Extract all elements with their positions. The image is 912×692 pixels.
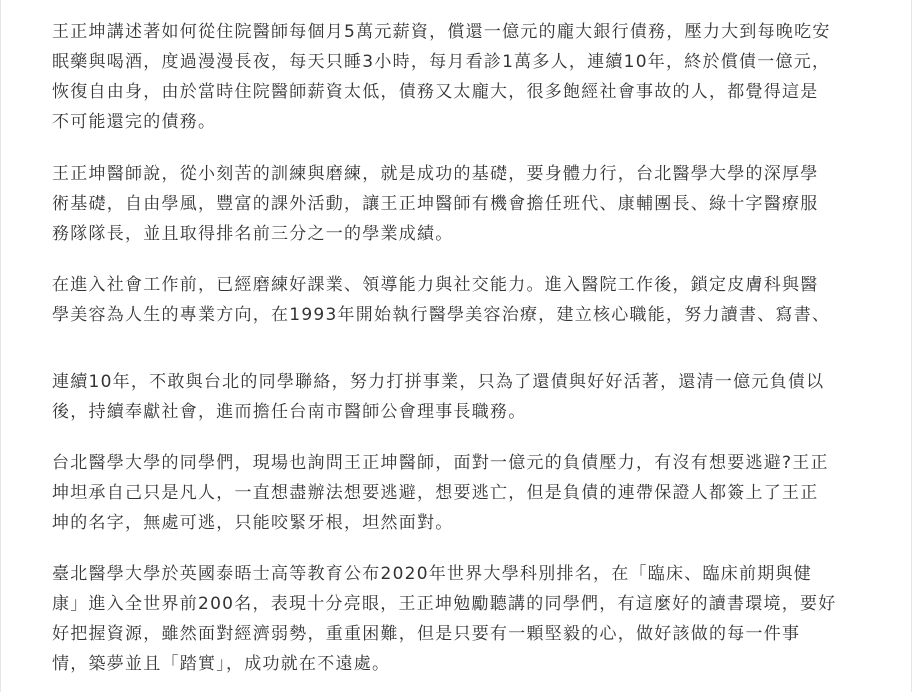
- paragraph-career-direction: [52, 270, 872, 330]
- text-line: 王正坤醫師說，從小刻苦的訓練與磨練，就是成功的基礎，要身體力行，台北醫學大學的深厚學: [52, 164, 819, 184]
- paragraph-ten-years: [52, 367, 872, 427]
- text-line: 好把握資源，雖然面對經濟弱勢，重重困難，但是只要有一顆堅毅的心，做好該做的每一件事: [52, 624, 801, 644]
- text-line: 情，築夢並且「踏實」，成功就在不遠處。: [52, 654, 391, 674]
- text-line: 務隊隊長，並且取得排名前三分之一的學業成績。: [52, 224, 454, 244]
- text-line: 坤坦承自己只是凡人，一直想盡辦法想要逃避，想要逃亡，但是負債的連帶保證人都簽上了王正: [52, 483, 819, 503]
- text-line: 坤的名字，無處可逃，只能咬緊牙根，坦然面對。: [52, 513, 454, 533]
- paragraph-university-ranking: [52, 559, 872, 679]
- text-line: 恢復自由身，由於當時住院醫師薪資太低，債務又太龐大，很多飽經社會事故的人，都覺得這是: [52, 82, 819, 102]
- paragraph-student-question: [52, 448, 872, 538]
- paragraph-debt-story: [52, 17, 872, 137]
- text-line: 台北醫學大學的同學們，現場也詢問王正坤醫師，面對一億元的負債壓力，有沒有想要逃避?王正: [52, 453, 829, 473]
- text-line: 術基礎，自由學風，豐富的課外活動，讓王正坤醫師有機會擔任班代、康輔團長、綠十字醫療服: [52, 194, 819, 214]
- text-line: 眠藥與喝酒，度過漫漫長夜，每天只睡3小時，每月看診1萬多人，連續10年，終於償債一億元，: [52, 52, 831, 72]
- text-line: 後，持續奉獻社會，進而擔任台南市醫師公會理事長職務。: [52, 402, 527, 422]
- text-line: 臺北醫學大學於英國泰晤士高等教育公布2020年世界大學科別排名，在「臨床、臨床前期與健: [52, 564, 813, 584]
- text-line: 在進入社會工作前，已經磨練好課業、領導能力與社交能力。進入醫院工作後，鎖定皮膚科與醫: [52, 275, 819, 295]
- text-line: 學美容為人生的專業方向，在1993年開始執行醫學美容治療，建立核心職能，努力讀書、寫書、: [52, 305, 831, 325]
- text-line: 王正坤講述著如何從住院醫師每個月5萬元薪資，償還一億元的龐大銀行債務，壓力大到每晚吃安: [52, 22, 831, 42]
- paragraph-training-foundation: [52, 159, 872, 249]
- text-line: 不可能還完的債務。: [52, 112, 217, 132]
- text-line: 連續10年，不敢與台北的同學聯絡，努力打拼事業，只為了還債與好好活著，還清一億元負債以: [52, 372, 825, 392]
- text-line: 康」進入全世界前200名，表現十分亮眼，王正坤勉勵聽講的同學們，有這麼好的讀書環境，要好: [52, 594, 837, 614]
